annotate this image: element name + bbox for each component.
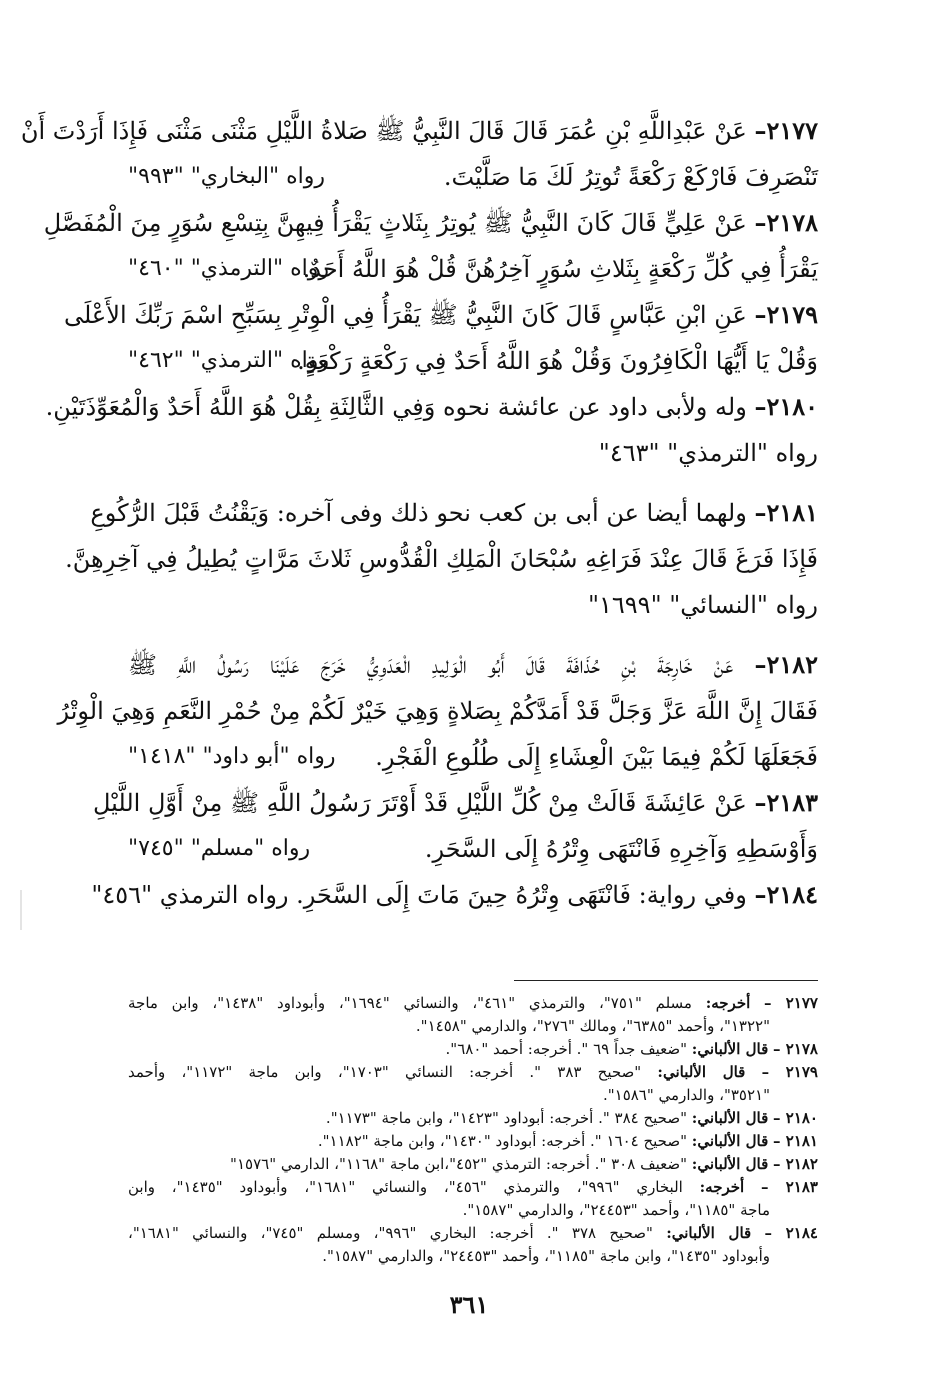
footnote-label: قال الألباني: — [691, 1132, 769, 1150]
footnote-text: مسلم "٧٥١"، والترمذي "٤٦١"، والنسائي "١٦٩٤"، وأبوداود "١٤٣٨"، وابن ماجة — [128, 994, 692, 1012]
hadith-number: ٢١٨٠– — [754, 392, 818, 421]
hadith-text: وَقُلْ يَا أَيُّهَا الْكَافِرُونَ وَقُلْ هُوَ اللَّهُ أَحَدٌ فِي رَكْعَةٍ رَكْعَةٍ. — [297, 347, 818, 375]
footnote-number: ٢١٧٧ – — [764, 994, 818, 1012]
footnotes-block — [128, 992, 818, 1268]
footnote-label: قال الألباني: — [691, 1040, 769, 1058]
hadith-line — [128, 338, 818, 384]
hadith-reference: رواه "البخاري" "٩٩٣" — [128, 164, 326, 189]
hadith-text: فَقَالَ إِنَّ اللَّهَ عَزَّ وَجَلَّ قَدْ أَمَدَّكُمْ بِصَلاةٍ وَهِيَ خَيْرٌ لَكُمْ مِنْ حُمْرِ النَّعَمِ وَهِيَ الْوِتْرُ — [57, 697, 818, 725]
footnote-line — [128, 992, 818, 1015]
hadith-reference: رواه "الترمذي" "٤٦٣" — [598, 439, 818, 467]
hadith-text: فَجَعَلَهَا لَكُمْ فِيمَا بَيْنَ الْعِشَاءِ إِلَى طُلُوعِ الْفَجْرِ. — [375, 743, 818, 771]
footnote-line — [128, 1015, 818, 1038]
hadith-line — [128, 154, 818, 200]
hadith-number: ٢١٨٣– — [754, 788, 818, 817]
footnote-separator — [514, 980, 818, 981]
hadith-reference: رواه "الترمذي" "٤٦٠" — [128, 256, 329, 281]
hadith-text: وَأَوْسَطِهِ وَآخِرِهِ فَانْتَهَى وِتْرُهُ إِلَى السَّحَرِ. — [424, 835, 818, 863]
hadith-line — [91, 872, 818, 918]
footnote-line — [128, 1061, 818, 1084]
hadith-line — [128, 246, 818, 292]
footnote-text: "ضعيف ٣٠٨ ". أخرجه: الترمذي "٤٥٢"،ابن ماجة "١١٦٨"، الدارمي "١٥٧٦" — [230, 1155, 687, 1173]
hadith-line — [45, 384, 818, 430]
footnote-text: "صحيح ٣٧٨ ". أخرجه: البخاري "٩٩٦"، ومسلم "٧٤٥"، والنسائي "١٦٨١"، — [128, 1224, 653, 1242]
hadith-line — [128, 642, 818, 688]
hadith-reference-line — [128, 582, 818, 628]
hadith-reference: رواه "النسائي" "١٦٩٩" — [587, 591, 818, 619]
hadith-text: ولهما أيضا عن أبى بن كعب نحو ذلك وفى آخره: وَيَقْنُتُ قَبْلَ الرُّكُوعِ — [90, 499, 747, 527]
footnote-line — [128, 1153, 818, 1176]
hadith-text: وفي رواية: فَانْتَهَى وِتْرُهُ حِينَ مَاتَ إِلَى السَّحَرِ. رواه الترمذي "٤٥٦" — [91, 881, 747, 909]
hadith-number: ٢١٧٨– — [754, 208, 818, 237]
hadith-text: وله ولأبى داود عن عائشة نحوه وَفِي الثَّالِثَةِ بِقُلْ هُوَ اللَّهُ أَحَدٌ وَالْمُعَوِّذَتَيْنِ. — [45, 393, 747, 421]
spacer — [128, 628, 818, 642]
hadith-text: عَنْ عَلِيٍّ قَالَ كَانَ النَّبِيُّ ﷺ يُوتِرُ بِثَلاثٍ يَقْرَأُ فِيهِنَّ بِتِسْعِ سُوَرٍ مِنَ الْمُفَصَّلِ — [43, 209, 747, 237]
page-number: ٣٦١ — [449, 1290, 489, 1319]
hadith-text: تَنْصَرِفَ فَارْكَعْ رَكْعَةً تُوتِرُ لَكَ مَا صَلَّيْتَ. — [443, 163, 818, 191]
hadith-text: يَقْرَأُ فِي كُلِّ رَكْعَةٍ بِثَلاثِ سُوَرٍ آخِرُهُنَّ قُلْ هُوَ اللَّهُ أَحَدٌ. — [302, 255, 818, 283]
hadith-line — [43, 200, 818, 246]
footnote-line — [128, 1176, 818, 1199]
hadith-reference: رواه "أبو داود" "١٤١٨" — [128, 744, 336, 769]
hadith-line — [90, 490, 818, 536]
footnote-line — [128, 1222, 818, 1245]
scan-mark — [20, 890, 22, 930]
hadith-number: ٢١٧٩– — [754, 300, 818, 329]
hadith-number: ٢١٨١– — [754, 498, 818, 527]
hadith-line — [57, 688, 818, 734]
footnote-number: ٢١٨١ – — [773, 1132, 818, 1150]
footnote-number: ٢١٨٤ – — [764, 1224, 818, 1242]
footnote-text: "صحيح ٣٨٤ ". أخرجه: أبوداود "١٤٢٣"، وابن ماجة "١١٧٣". — [325, 1109, 687, 1127]
spacer — [128, 476, 818, 490]
footnote-label: قال الألباني: — [691, 1155, 769, 1173]
hadith-text: عَنْ خَارِجَةَ بْنِ حُذَافَةَ قَالَ أَبُو الْوَلِيدِ الْعَدَوِيُّ خَرَجَ عَلَيْنَا رَسُولُ اللَّهِ ﷺ — [128, 651, 734, 679]
footnote-line — [128, 1245, 818, 1268]
footnote-line — [128, 1107, 818, 1130]
footnote-text: "ضعيف جداً ٦٩ ". أخرجه: أحمد "٦٨٠". — [445, 1040, 687, 1058]
footnote-text: "١٣٢٢"، وأحمد "٦٣٨٥"، ومالك "٢٧٦"، والدارمي "١٤٥٨". — [415, 1017, 770, 1035]
footnote-label: قال الألباني: — [666, 1224, 752, 1242]
hadith-reference-line — [128, 430, 818, 476]
hadith-text: عَنْ عَبْدِاللَّهِ بْنِ عُمَرَ قَالَ قَالَ النَّبِيُّ ﷺ صَلاةُ اللَّيْلِ مَثْنَى مَثْنَى فَإِذَا أَرَدْتَ أَنْ — [20, 117, 747, 145]
footnote-text: وأبوداود "١٤٣٥"، وابن ماجة "١١٨٥"، وأحمد "٢٤٤٥٣"، والدارمي "١٥٨٧". — [322, 1247, 770, 1265]
hadith-reference: رواه "الترمذي" "٤٦٢" — [128, 348, 329, 373]
footnote-line — [128, 1130, 818, 1153]
hadith-number: ٢١٨٢– — [754, 650, 818, 679]
hadith-line — [63, 292, 818, 338]
footnote-label: قال الألباني: — [657, 1063, 746, 1081]
hadith-text-block — [20, 108, 818, 918]
hadith-line — [65, 536, 818, 582]
hadith-line — [20, 108, 818, 154]
footnote-text: ماجة "١١٨٥"، وأحمد "٢٤٤٥٣"، والدارمي "١٥٨٧". — [462, 1201, 770, 1219]
hadith-line — [92, 780, 818, 826]
hadith-line — [128, 734, 818, 780]
footnote-text: البخاري "٩٩٦"، والترمذي "٤٥٦"، والنسائي "١٦٨١"، وأبوداود "١٤٣٥"، وابن — [128, 1178, 683, 1196]
footnote-text: "صحيح ٣٨٣ ". أخرجه: النسائي "١٧٠٣"، وابن ماجة "١١٧٢"، وأحمد — [128, 1063, 642, 1081]
hadith-number: ٢١٧٧– — [754, 116, 818, 145]
hadith-text: عَنْ عَائِشَةَ قَالَتْ مِنْ كُلِّ اللَّيْلِ قَدْ أَوْتَرَ رَسُولُ اللَّهِ ﷺ مِنْ أَوَّلِ اللَّيْلِ — [92, 789, 747, 817]
footnote-number: ٢١٧٨ – — [773, 1040, 818, 1058]
footnote-label: قال الألباني: — [691, 1109, 769, 1127]
footnote-number: ٢١٧٩ – — [761, 1063, 818, 1081]
hadith-text: عَنِ ابْنِ عَبَّاسٍ قَالَ كَانَ النَّبِيُّ ﷺ يَقْرَأُ فِي الْوِتْرِ بِسَبِّحِ اسْمَ رَبِّكَ الأَعْلَى — [63, 301, 747, 329]
hadith-line — [128, 826, 818, 872]
footnote-line — [128, 1199, 818, 1222]
footnote-number: ٢١٨٣ – — [761, 1178, 818, 1196]
footnote-label: أخرجه: — [705, 994, 751, 1012]
footnote-label: أخرجه: — [699, 1178, 745, 1196]
footnote-line — [128, 1084, 818, 1107]
footnote-number: ٢١٨٠ – — [773, 1109, 818, 1127]
footnote-line — [128, 1038, 818, 1061]
hadith-number: ٢١٨٤– — [754, 880, 818, 909]
footnote-text: "٣٥٢١"، والدارمي "١٥٨٦". — [602, 1086, 770, 1104]
hadith-text: فَإِذَا فَرَغَ قَالَ عِنْدَ فَرَاغِهِ سُبْحَانَ الْمَلِكِ الْقُدُّوسِ ثَلاثَ مَرَّاتٍ يُطِيلُ فِي آخِرِهِنَّ. — [65, 545, 818, 573]
footnote-text: "صحيح ١٦٠٤ ". أخرجه: أبوداود "١٤٣٠"، وابن ماجة "١١٨٢". — [317, 1132, 687, 1150]
hadith-reference: رواه "مسلم" "٧٤٥" — [128, 836, 311, 861]
footnote-number: ٢١٨٢ – — [773, 1155, 818, 1173]
